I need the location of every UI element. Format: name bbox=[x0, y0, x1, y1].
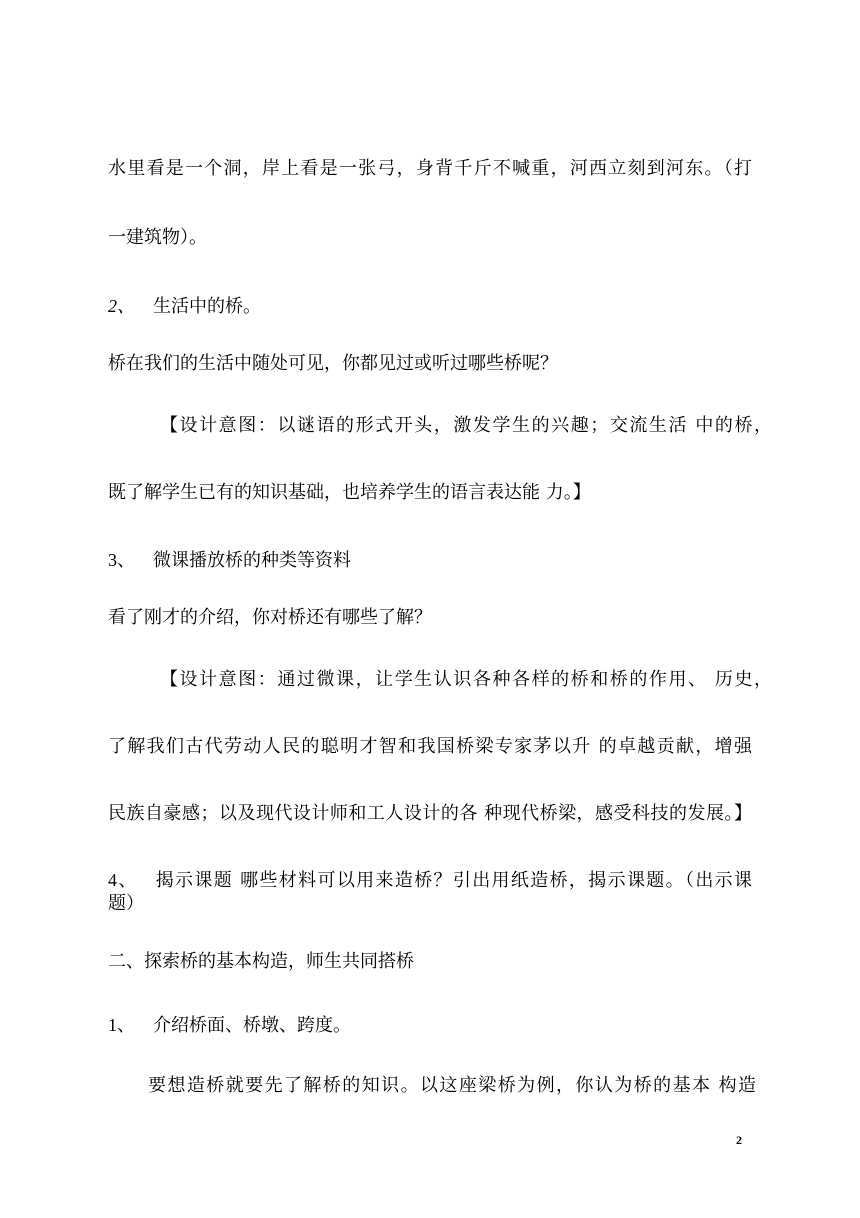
paragraph-bridges-in-life: 桥在我们的生活中随处可见，你都见过或听过哪些桥呢？ bbox=[108, 353, 558, 374]
riddle-line-2: 一建筑物）。 bbox=[108, 227, 207, 248]
subheading-1-text: 介绍桥面、桥墩、跨度。 bbox=[153, 1015, 351, 1036]
paragraph-after-video: 看了刚才的介绍，你对桥还有哪些了解？ bbox=[108, 607, 432, 628]
heading-3-number: 3、 bbox=[108, 550, 135, 570]
heading-3-text: 微课播放桥的种类等资料 bbox=[153, 550, 351, 571]
heading-4-number: 4、 bbox=[108, 870, 138, 890]
design-note-2-line-3: 民族自豪感；以及现代设计师和工人设计的各 种现代桥梁，感受科技的发展。】 bbox=[108, 803, 752, 824]
heading-2-text: 生活中的桥。 bbox=[153, 296, 261, 317]
design-note-1-line-1: 【设计意图：以谜语的形式开头，激发学生的兴趣；交流生活 中的桥， bbox=[160, 415, 772, 436]
subheading-1-number: 1、 bbox=[108, 1015, 135, 1035]
heading-3 bbox=[108, 549, 351, 572]
heading-4-text: 揭示课题 哪些材料可以用来造桥？引出用纸造桥，揭示课题。（出示课 bbox=[155, 870, 753, 891]
heading-2 bbox=[108, 295, 261, 318]
subheading-1 bbox=[108, 1014, 351, 1037]
riddle-line-1: 水里看是一个洞，岸上看是一张弓，身背千斤不喊重，河西立刻到河东。（打 bbox=[108, 158, 752, 179]
heading-2-number: 2、 bbox=[108, 296, 135, 316]
heading-4-continued: 题） bbox=[108, 893, 144, 914]
page-number: 2 bbox=[736, 1133, 742, 1147]
design-note-1-line-2: 既了解学生已有的知识基础，也培养学生的语言表达能 力。】 bbox=[108, 482, 591, 503]
paragraph-bridge-structure: 要想造桥就要先了解桥的知识。以这座梁桥为例，你认为桥的基本 构造 bbox=[148, 1075, 756, 1096]
heading-4 bbox=[108, 869, 752, 892]
design-note-2-line-2: 了解我们古代劳动人民的聪明才智和我国桥梁专家茅以升 的卓越贡献，增强 bbox=[108, 736, 752, 757]
section-2-heading: 二、探索桥的基本构造，师生共同搭桥 bbox=[108, 951, 414, 972]
design-note-2-line-1: 【设计意图：通过微课，让学生认识各种各样的桥和桥的作用、 历史， bbox=[160, 669, 772, 690]
